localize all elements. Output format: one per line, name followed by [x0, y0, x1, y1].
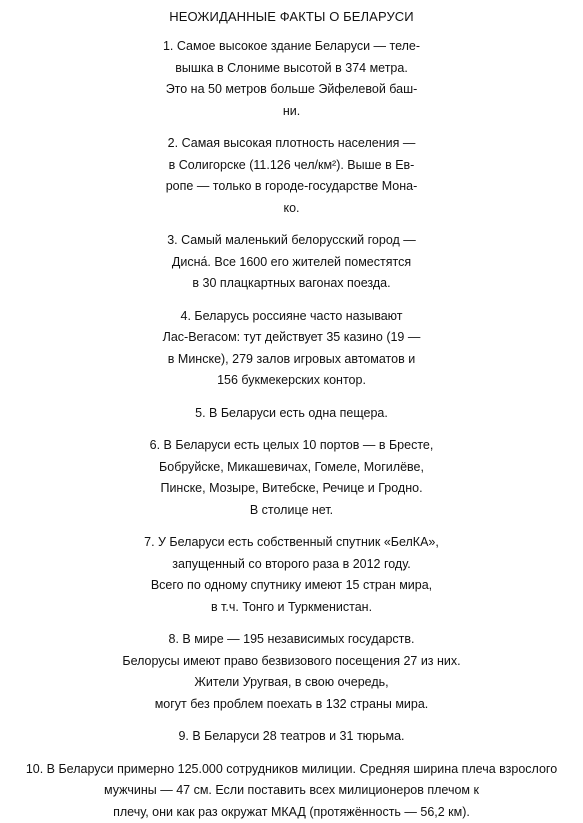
fact-line: 156 букмекерских контор.	[0, 370, 583, 392]
fact-7	[0, 532, 583, 618]
fact-line: В столице нет.	[0, 500, 583, 522]
fact-4	[0, 306, 583, 392]
fact-line: в т.ч. Тонго и Туркменистан.	[0, 597, 583, 619]
fact-line: Лас-Вегасом: тут действует 35 казино (19 —	[0, 327, 583, 349]
fact-8	[0, 629, 583, 715]
fact-line: в Минске), 279 залов игровых автоматов и	[0, 349, 583, 371]
fact-line: ропе — только в городе-государстве Мона-	[0, 176, 583, 198]
fact-line: Бобруйске, Микашевичах, Гомеле, Могилёве,	[0, 457, 583, 479]
fact-line: в Солигорске (11.126 чел/км²). Выше в Ев-	[0, 155, 583, 177]
fact-line: мужчины — 47 см. Если поставить всех милиционеров плечом к	[0, 780, 583, 802]
fact-line: запущенный со второго раза в 2012 году.	[0, 554, 583, 576]
fact-5	[0, 403, 583, 425]
fact-line: плечу, они как раз окружат МКАД (протяжённость — 56,2 км).	[0, 802, 583, 823]
fact-6	[0, 435, 583, 521]
fact-line: могут без проблем поехать в 132 страны мира.	[0, 694, 583, 716]
fact-line: Дисна́. Все 1600 его жителей поместятся	[0, 252, 583, 274]
fact-line: 10. В Беларуси примерно 125.000 сотрудников милиции. Средняя ширина плеча взрослого	[0, 759, 583, 781]
fact-line: 9. В Беларуси 28 театров и 31 тюрьма.	[0, 726, 583, 748]
fact-line: в 30 плацкартных вагонах поезда.	[0, 273, 583, 295]
page-title: НЕОЖИДАННЫЕ ФАКТЫ О БЕЛАРУСИ	[0, 8, 583, 26]
fact-3	[0, 230, 583, 295]
fact-10	[0, 759, 583, 823]
fact-line: Всего по одному спутнику имеют 15 стран мира,	[0, 575, 583, 597]
fact-line: вышка в Слониме высотой в 374 метра.	[0, 58, 583, 80]
fact-line: Белорусы имеют право безвизового посещения 27 из них.	[0, 651, 583, 673]
fact-line: 1. Самое высокое здание Беларуси — теле-	[0, 36, 583, 58]
fact-line: 3. Самый маленький белорусский город —	[0, 230, 583, 252]
fact-line: 5. В Беларуси есть одна пещера.	[0, 403, 583, 425]
fact-1	[0, 36, 583, 122]
fact-line: 8. В мире — 195 независимых государств.	[0, 629, 583, 651]
fact-line: Жители Уругвая, в свою очередь,	[0, 672, 583, 694]
fact-line: Это на 50 метров больше Эйфелевой баш-	[0, 79, 583, 101]
fact-line: 6. В Беларуси есть целых 10 портов — в Бресте,	[0, 435, 583, 457]
fact-line: 2. Самая высокая плотность населения —	[0, 133, 583, 155]
fact-line: ко.	[0, 198, 583, 220]
fact-line: 4. Беларусь россияне часто называют	[0, 306, 583, 328]
fact-9	[0, 726, 583, 748]
fact-line: 7. У Беларуси есть собственный спутник «БелКА»,	[0, 532, 583, 554]
fact-2	[0, 133, 583, 219]
fact-line: Пинске, Мозыре, Витебске, Речице и Гродно.	[0, 478, 583, 500]
fact-line: ни.	[0, 101, 583, 123]
